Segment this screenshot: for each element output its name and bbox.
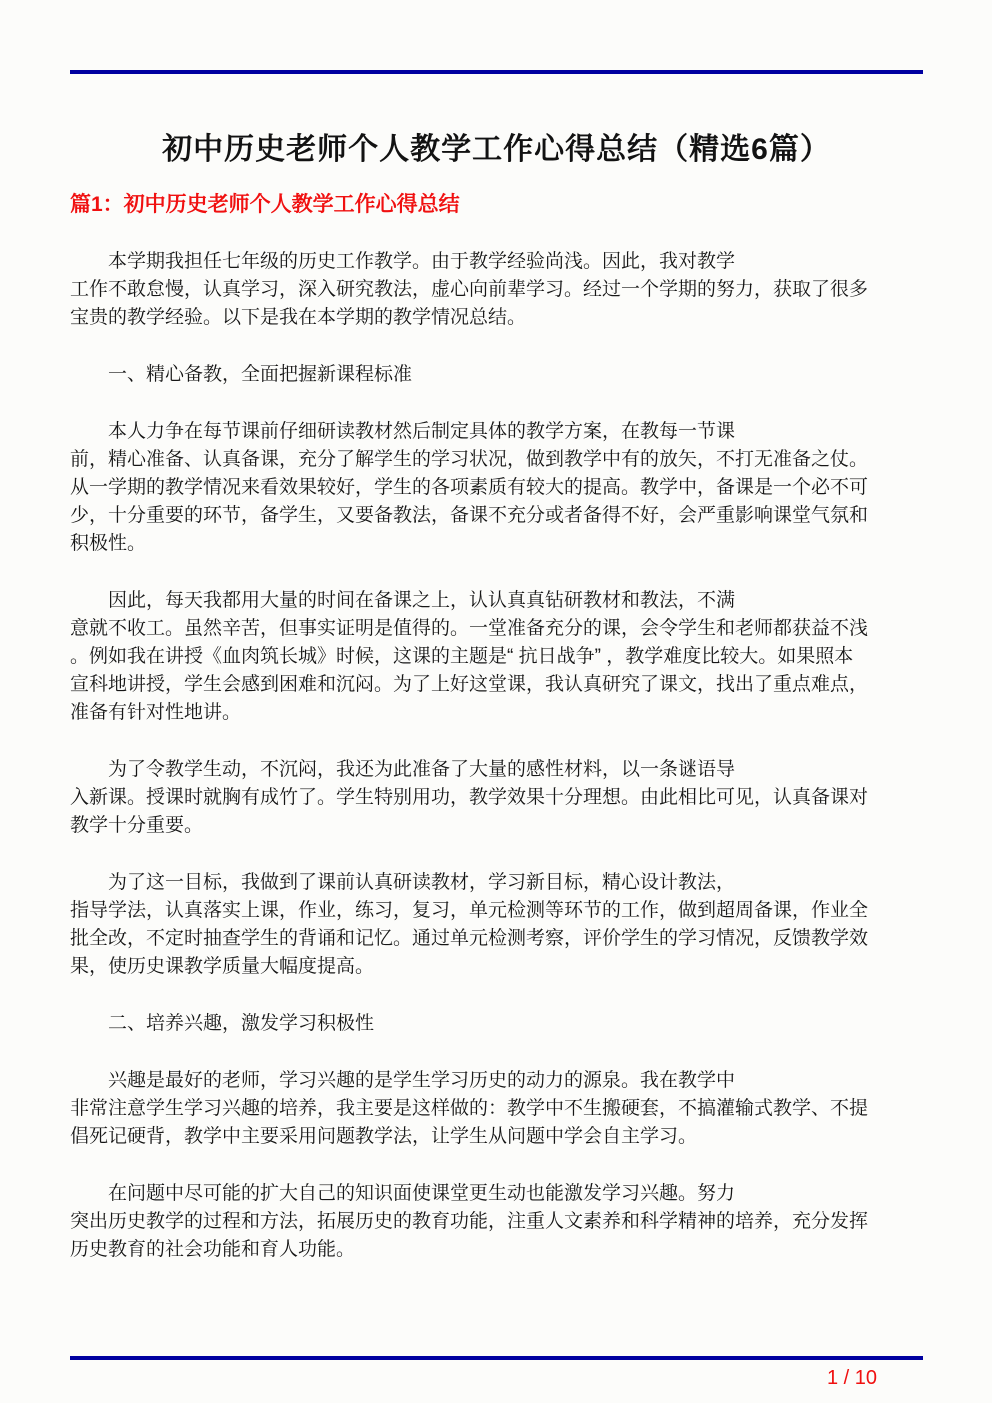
text-line: 兴趣是最好的老师，学习兴趣的是学生学习历史的动力的源泉。我在教学中 xyxy=(108,1070,736,1091)
text-line: 为了这一目标，我做到了课前认真研读教材，学习新目标，精心设计教法， xyxy=(108,872,736,893)
section-heading: 篇1：初中历史老师个人教学工作心得总结 xyxy=(70,193,460,216)
sub-heading: 二、培养兴趣，激发学习积极性 xyxy=(108,1013,375,1034)
page-number: 1 / 10 xyxy=(826,1367,877,1389)
text-line: 因此，每天我都用大量的时间在备课之上，认认真真钻研教材和教法，不满 xyxy=(108,590,736,611)
text-line: 意就不收工。虽然辛苦，但事实证明是值得的。一堂准备充分的课，会令学生和老师都获益不浅 xyxy=(70,618,869,639)
text-line: 准备有针对性地讲。 xyxy=(70,702,242,723)
text-line: 积极性。 xyxy=(70,533,147,554)
paragraph xyxy=(70,1180,923,1264)
text-line: 教学十分重要。 xyxy=(70,815,204,836)
text-line: 非常注意学生学习兴趣的培养，我主要是这样做的：教学中不生搬硬套，不搞灌输式教学、不提 xyxy=(70,1098,869,1119)
document-title: 初中历史老师个人教学工作心得总结（精选6篇） xyxy=(162,133,831,166)
paragraph xyxy=(70,248,923,332)
paragraph xyxy=(70,869,923,981)
text-line: 倡死记硬背，教学中主要采用问题教学法，让学生从问题中学会自主学习。 xyxy=(70,1126,698,1147)
header-divider xyxy=(70,70,923,74)
text-line: 宣科地讲授，学生会感到困难和沉闷。为了上好这堂课，我认真研究了课文，找出了重点难点， xyxy=(70,674,869,695)
text-line: 少，十分重要的环节，备学生，又要备教法，备课不充分或者备得不好，会严重影响课堂气氛和 xyxy=(70,505,869,526)
text-line: 突出历史教学的过程和方法，拓展历史的教育功能，注重人文素养和科学精神的培养，充分发挥 xyxy=(70,1211,869,1232)
text-line: 指导学法，认真落实上课，作业，练习，复习，单元检测等环节的工作，做到超周备课，作业全 xyxy=(70,900,869,921)
text-line: 前，精心准备、认真备课，充分了解学生的学习状况，做到教学中有的放矢，不打无准备之仗。 xyxy=(70,449,869,470)
text-line: 从一学期的教学情况来看效果较好，学生的各项素质有较大的提高。教学中，备课是一个必不可 xyxy=(70,477,869,498)
text-line: 入新课。授课时就胸有成竹了。学生特别用功，教学效果十分理想。由此相比可见，认真备课对 xyxy=(70,787,869,808)
text-line: 宝贵的教学经验。以下是我在本学期的教学情况总结。 xyxy=(70,307,527,328)
text-line: 工作不敢怠慢，认真学习，深入研究教法，虚心向前辈学习。经过一个学期的努力，获取了很多 xyxy=(70,279,869,300)
text-line: 本人力争在每节课前仔细研读教材然后制定具体的教学方案，在教每一节课 xyxy=(108,421,736,442)
text-line: 。例如我在讲授《血肉筑长城》时候，这课的主题是“ 抗日战争” ，教学难度比较大。如果照本 xyxy=(70,646,854,667)
paragraph xyxy=(70,1067,923,1151)
text-line: 为了令教学生动，不沉闷，我还为此准备了大量的感性材料，以一条谜语导 xyxy=(108,759,736,780)
text-line: 历史教育的社会功能和育人功能。 xyxy=(70,1239,356,1260)
text-line: 在问题中尽可能的扩大自己的知识面使课堂更生动也能激发学习兴趣。努力 xyxy=(108,1183,736,1204)
paragraph xyxy=(70,418,923,558)
text-line: 批全改，不定时抽查学生的背诵和记忆。通过单元检测考察，评价学生的学习情况，反馈教学效 xyxy=(70,928,869,949)
text-line: 果，使历史课教学质量大幅度提高。 xyxy=(70,956,375,977)
paragraph xyxy=(70,587,923,727)
sub-heading: 一、精心备教，全面把握新课程标准 xyxy=(108,364,413,385)
paragraph xyxy=(70,756,923,840)
text-line: 本学期我担任七年级的历史工作教学。由于教学经验尚浅。因此，我对教学 xyxy=(108,251,736,272)
document-body xyxy=(70,191,923,1293)
footer-divider xyxy=(70,1356,923,1360)
